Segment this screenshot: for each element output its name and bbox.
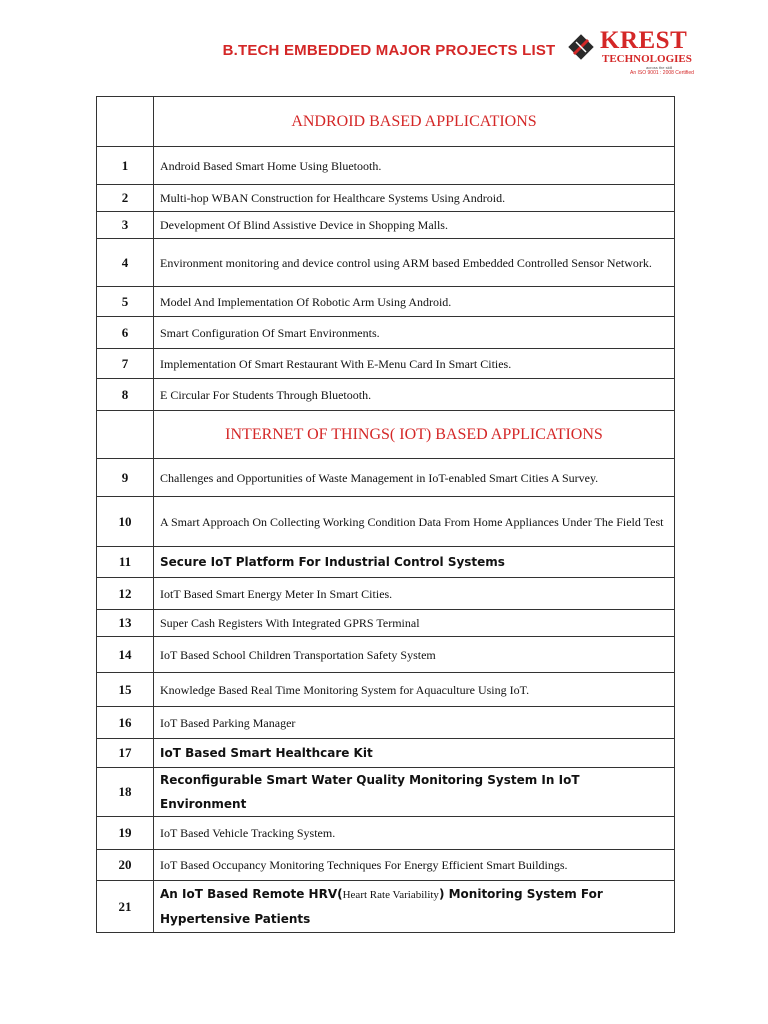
project-title: Smart Configuration Of Smart Environments.	[154, 317, 675, 349]
project-title: IoT Based Occupancy Monitoring Techniques For Energy Efficient Smart Buildings.	[154, 850, 675, 881]
table-row	[97, 610, 675, 637]
table-row	[97, 459, 675, 497]
project-number: 18	[97, 768, 154, 817]
krest-logo-icon	[566, 32, 596, 62]
project-title: Implementation Of Smart Restaurant With E-Menu Card In Smart Cities.	[154, 349, 675, 379]
table-row	[97, 185, 675, 212]
logo-certification: An ISO 9001 : 2008 Certified	[630, 70, 694, 76]
project-number: 19	[97, 817, 154, 850]
table-row	[97, 287, 675, 317]
project-title	[154, 881, 675, 933]
project-title: A Smart Approach On Collecting Working Condition Data From Home Appliances Under The Field Test	[154, 497, 675, 547]
project-title: IoT Based Vehicle Tracking System.	[154, 817, 675, 850]
section-title-iot: INTERNET OF THINGS( IOT) BASED APPLICATIONS	[154, 411, 675, 459]
project-title: E Circular For Students Through Bluetooth.	[154, 379, 675, 411]
project-title: Development Of Blind Assistive Device in Shopping Malls.	[154, 212, 675, 239]
table-row	[97, 850, 675, 881]
project-number: 10	[97, 497, 154, 547]
project-number: 5	[97, 287, 154, 317]
project-title: Reconfigurable Smart Water Quality Monitoring System In IoT Environment	[154, 768, 675, 817]
project-title: IoT Based School Children Transportation Safety System	[154, 637, 675, 673]
project-title: Android Based Smart Home Using Bluetooth.	[154, 147, 675, 185]
project-number: 6	[97, 317, 154, 349]
table-row	[97, 239, 675, 287]
project-title: IoT Based Smart Healthcare Kit	[154, 739, 675, 768]
project-number: 14	[97, 637, 154, 673]
table-row	[97, 379, 675, 411]
table-row	[97, 881, 675, 933]
table-row	[97, 317, 675, 349]
table-row	[97, 673, 675, 707]
project-number: 13	[97, 610, 154, 637]
project-title: Model And Implementation Of Robotic Arm Using Android.	[154, 287, 675, 317]
table-row	[97, 739, 675, 768]
logo-name: KREST	[600, 27, 688, 54]
page-title: B.TECH EMBEDDED MAJOR PROJECTS LIST	[222, 42, 556, 59]
table-row	[97, 578, 675, 610]
project-number: 1	[97, 147, 154, 185]
project-number: 4	[97, 239, 154, 287]
project-number: 17	[97, 739, 154, 768]
table-row	[97, 547, 675, 578]
project-title: Secure IoT Platform For Industrial Control Systems	[154, 547, 675, 578]
project-title-part: An IoT Based Remote HRV(	[160, 887, 343, 901]
project-number: 12	[97, 578, 154, 610]
project-number: 3	[97, 212, 154, 239]
project-number: 16	[97, 707, 154, 739]
project-number: 20	[97, 850, 154, 881]
table-row	[97, 147, 675, 185]
project-title: Environment monitoring and device control using ARM based Embedded Controlled Sensor Network.	[154, 239, 675, 287]
section-title-android: ANDROID BASED APPLICATIONS	[154, 97, 675, 147]
project-number: 11	[97, 547, 154, 578]
project-title: Super Cash Registers With Integrated GPRS Terminal	[154, 610, 675, 637]
table-row	[97, 349, 675, 379]
section-header-row	[97, 411, 675, 459]
table-row	[97, 637, 675, 673]
project-title: IotT Based Smart Energy Meter In Smart Cities.	[154, 578, 675, 610]
project-number: 8	[97, 379, 154, 411]
section-header-row	[97, 97, 675, 147]
project-title-part: ) Monitoring System For Hypertensive Patients	[160, 887, 603, 926]
table-row	[97, 707, 675, 739]
project-number: 21	[97, 881, 154, 933]
project-title: IoT Based Parking Manager	[154, 707, 675, 739]
table-row	[97, 768, 675, 817]
table-row	[97, 212, 675, 239]
project-number: 15	[97, 673, 154, 707]
table-cell-empty	[97, 411, 154, 459]
project-title: Multi-hop WBAN Construction for Healthcare Systems Using Android.	[154, 185, 675, 212]
table-cell-empty	[97, 97, 154, 147]
table-row	[97, 817, 675, 850]
project-number: 7	[97, 349, 154, 379]
krest-logo	[566, 28, 706, 80]
project-number: 2	[97, 185, 154, 212]
project-title: Knowledge Based Real Time Monitoring System for Aquaculture Using IoT.	[154, 673, 675, 707]
projects-table	[96, 96, 675, 933]
project-title-part: Heart Rate Variability	[342, 889, 439, 901]
table-row	[97, 497, 675, 547]
project-title: Challenges and Opportunities of Waste Management in IoT-enabled Smart Cities A Survey.	[154, 459, 675, 497]
logo-tagline: across the skill	[646, 65, 673, 70]
project-number: 9	[97, 459, 154, 497]
logo-subtitle: TECHNOLOGIES	[602, 53, 692, 65]
